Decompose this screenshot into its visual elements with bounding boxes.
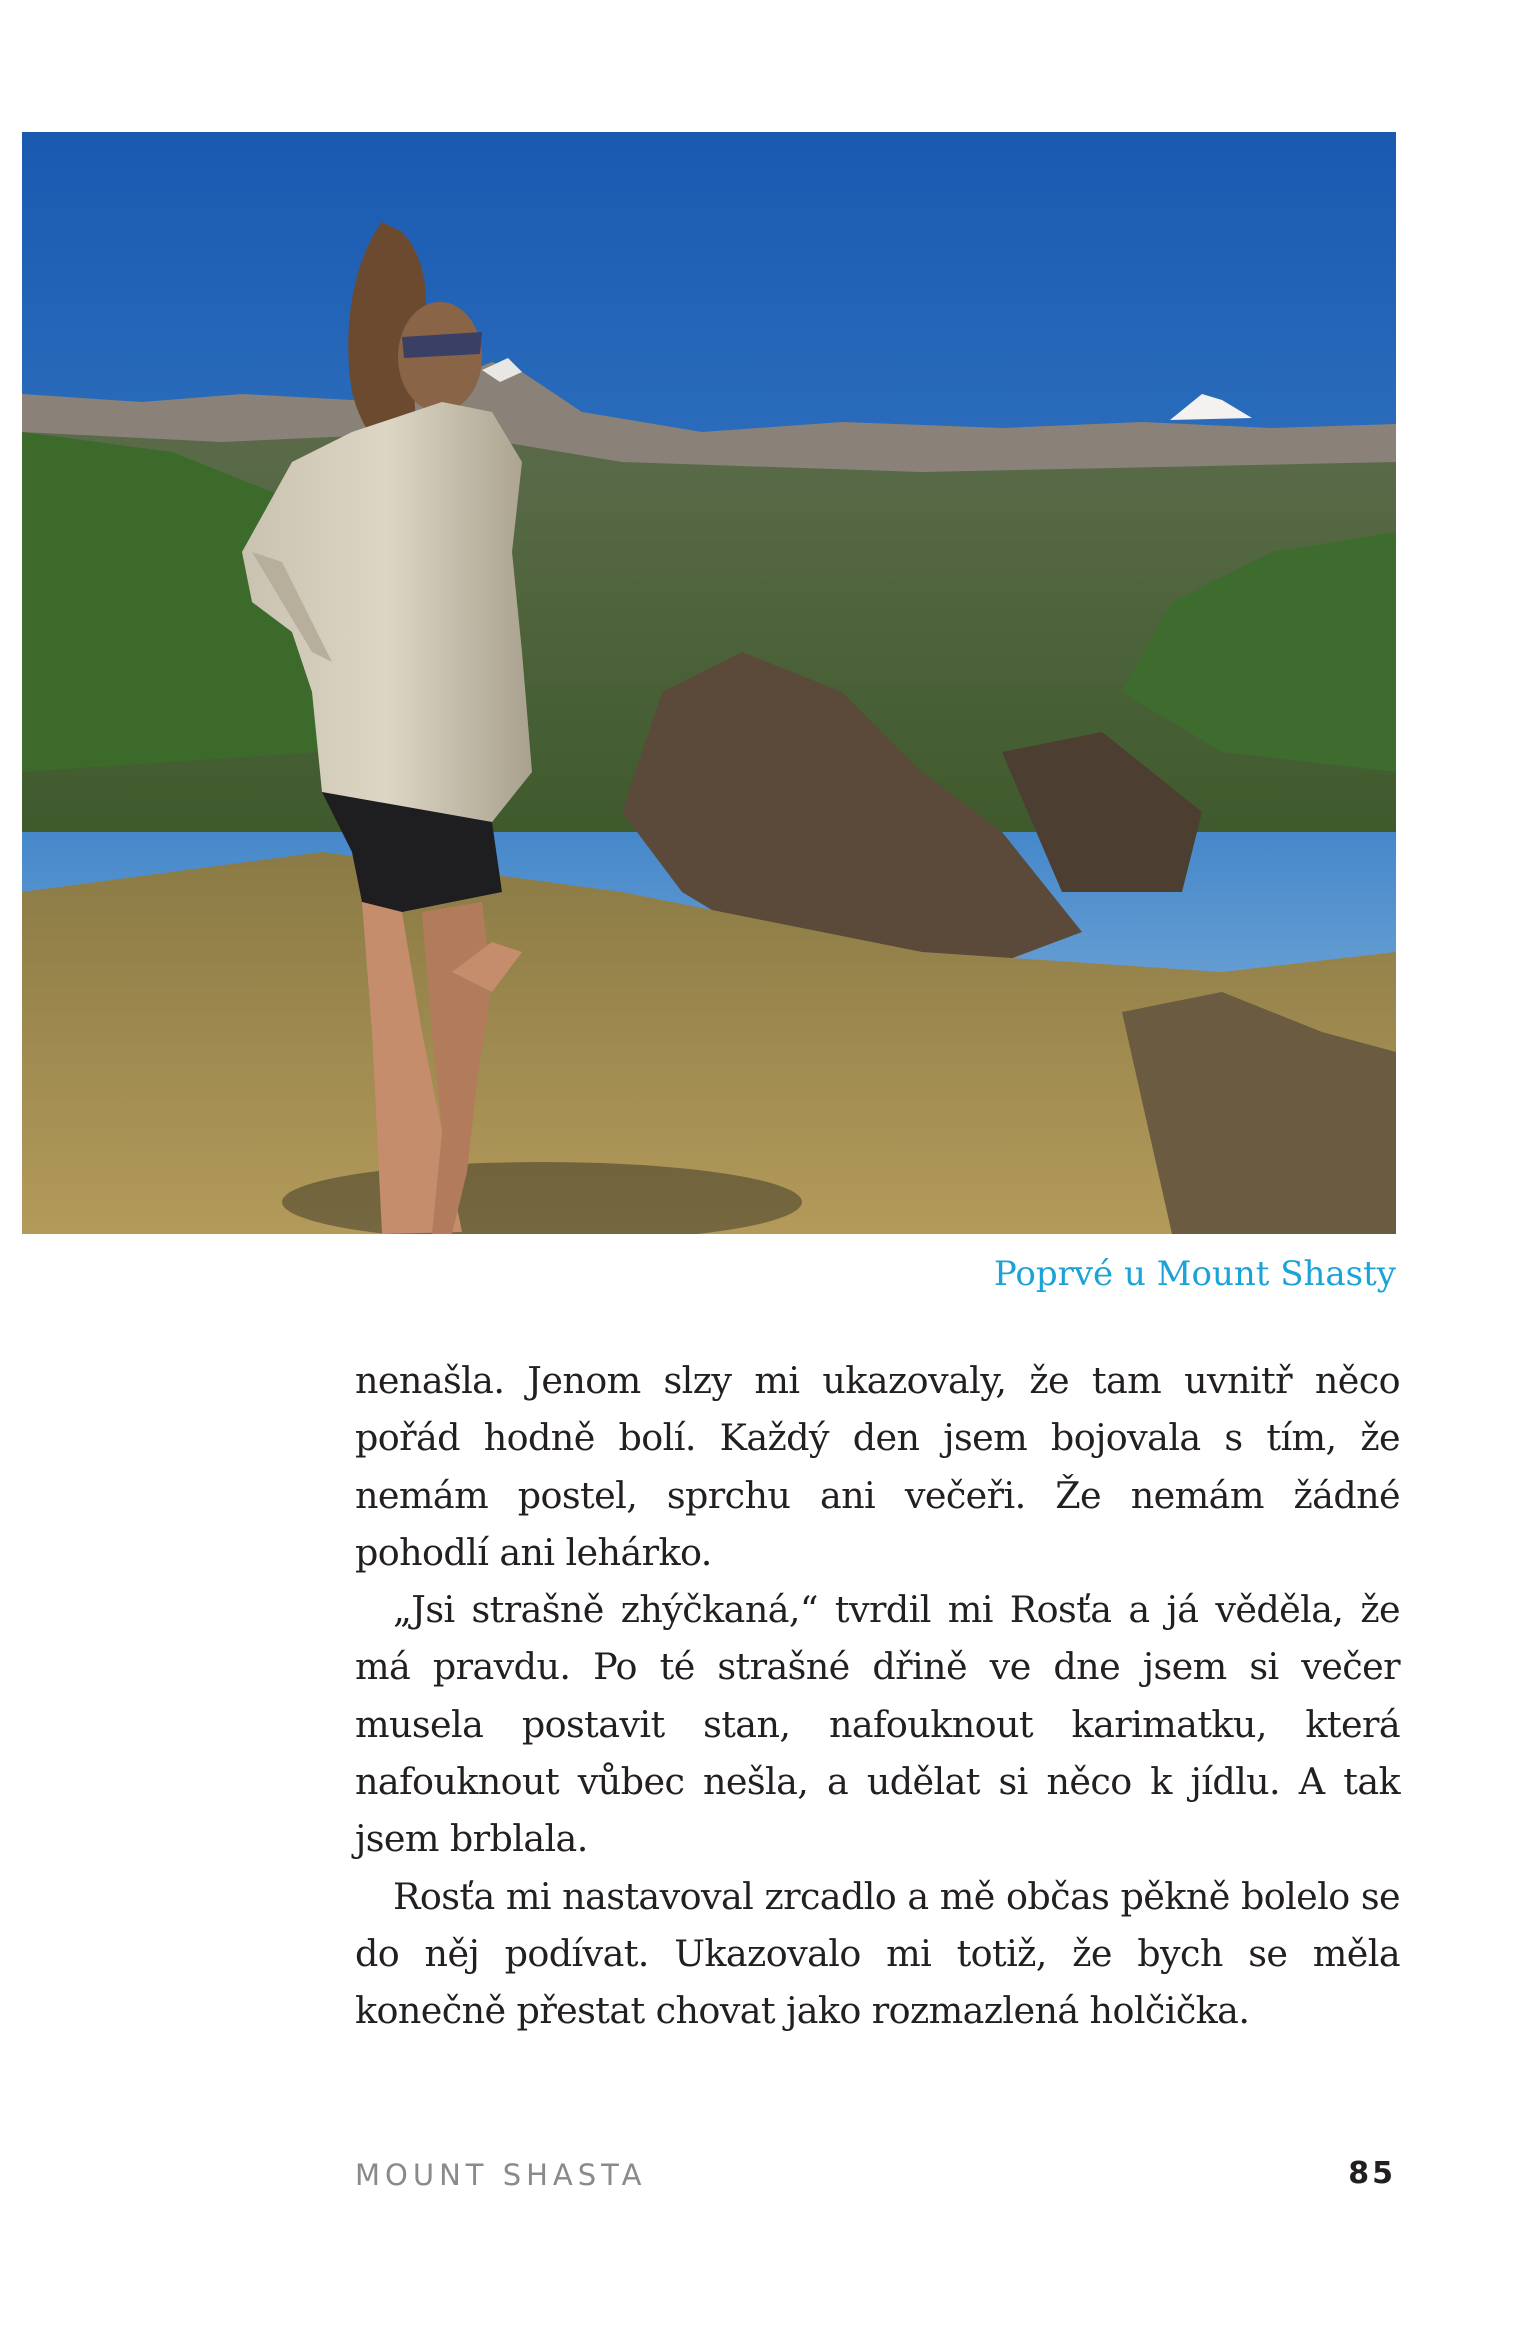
paragraph: „Jsi strašně zhýčkaná,“ tvrdil mi Rosťa a já věděla, že má pravdu. Po té strašné dřině ve dne jsem si večer musela postavit stan, nafouknout karimatku, která nafouknout vůbec nešla, a udělat si něco k jídlu. A tak jsem brblala. xyxy=(355,1588,1400,1861)
page-number: 85 xyxy=(1348,2156,1396,2191)
running-title: MOUNT SHASTA xyxy=(355,2158,647,2192)
body-text xyxy=(355,1352,1400,2040)
hiking-photo xyxy=(22,132,1396,1234)
photo-caption: Poprvé u Mount Shasty xyxy=(993,1254,1396,1294)
paragraph: Rosťa mi nastavoval zrcadlo a mě občas pěkně bolelo se do něj podívat. Ukazovalo mi totiž, že bych se měla konečně přestat chovat jako rozmazlená holčička. xyxy=(355,1874,1400,2033)
paragraph: nenašla. Jenom slzy mi ukazovaly, že tam uvnitř něco pořád hodně bolí. Každý den jsem bojovala s tím, že nemám postel, sprchu ani večeři. Že nemám žádné pohodlí ani lehárko. xyxy=(355,1359,1400,1574)
